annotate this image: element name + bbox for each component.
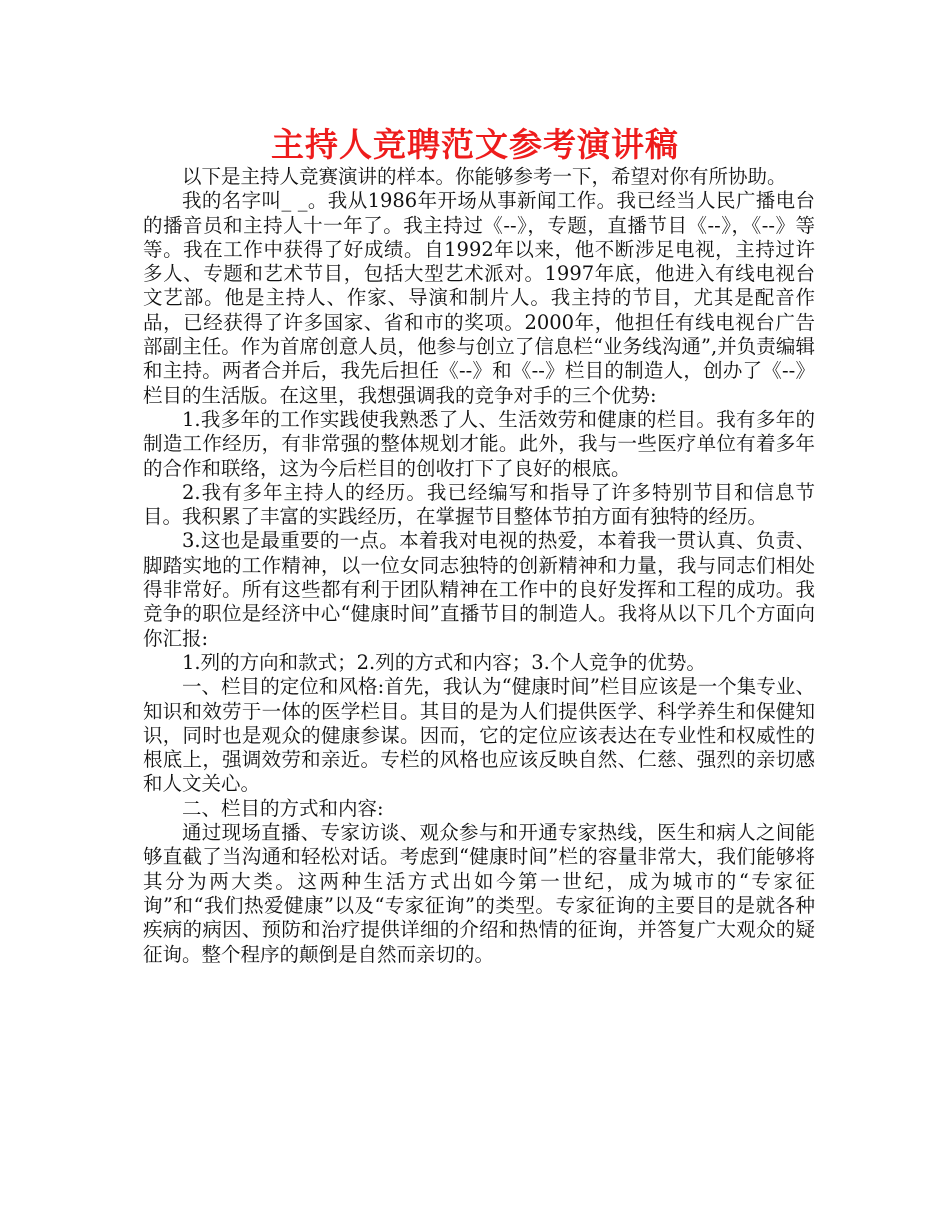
document-title: 主持人竞聘范文参考演讲稿 bbox=[271, 125, 679, 164]
paragraph-intro: 以下是主持人竞赛演讲的样本。你能够参考一下，希望对你有所协助。 bbox=[182, 165, 787, 188]
paragraph-section-2-body: 通过现场直播、专家访谈、观众参与和开通专家热线，医生和病人之间能够直截了当沟通和轻松对话。考虑到“健康时间”栏的容量非常大，我们能够将其分为两大类。这两种生活方式出如今第一世纪，成为城市的“专家征询”和“我们热爱健康”以及“专家征询”的类型。专家征询的主要目的是就各种疾病的病因、预防和治疗提供详细的介绍和热情的征询，并答复广大观众的疑征询。整个程序的颠倒是自然而亲切的。 bbox=[143, 821, 815, 966]
paragraph-outline: 1.列的方向和款式；2.列的方式和内容；3.个人竞争的优势。 bbox=[182, 650, 706, 674]
paragraph-advantage-2: 2.我有多年主持人的经历。我已经编写和指导了许多特别节目和信息节目。我积累了丰富的实践经历，在掌握节目整体节拍方面有独特的经历。 bbox=[143, 480, 815, 529]
paragraph-section-2-heading: 二、栏目的方式和内容: bbox=[182, 796, 384, 820]
paragraph-self-introduction: 我的名字叫_ _。我从1986年开场从事新闻工作。我已经当人民广播电台的播音员和主持人十一年了。我主持过《--》，专题，直播节目《--》，《--》等等。我在工作中获得了好成绩。自1992年以来，他不断涉足电视，主持过许多人、专题和艺术节目，包括大型艺术派对。1997年底，他进入有线电视台文艺部。他是主持人、作家、导演和制片人。我主持的节目，尤其是配音作品，已经获得了许多国家、省和市的奖项。2000年，他担任有线电视台广告部副主任。作为首席创意人员，他参与创立了信息栏“业务线沟通”,并负责编辑和主持。两者合并后，我先后担任《--》和《--》栏目的制造人，创办了《--》栏目的生活版。在这里，我想强调我的竞争对手的三个优势: bbox=[143, 189, 815, 407]
paragraph-advantage-1: 1.我多年的工作实践使我熟悉了人、生活效劳和健康的栏目。我有多年的制造工作经历，有非常强的整体规划才能。此外，我与一些医疗单位有着多年的合作和联络，这为今后栏目的创收打下了良好的根底。 bbox=[143, 407, 815, 480]
paragraph-section-1: 一、栏目的定位和风格:首先，我认为“健康时间”栏目应该是一个集专业、知识和效劳于一体的医学栏目。其目的是为人们提供医学、科学养生和保健知识，同时也是观众的健康参谋。因而，它的定位应该表达在专业性和权威性的根底上，强调效劳和亲近。专栏的风格也应该反映自然、仁慈、强烈的亲切感和人文关心。 bbox=[143, 675, 815, 796]
document-body bbox=[143, 165, 815, 967]
paragraph-advantage-3: 3.这也是最重要的一点。本着我对电视的热爱，本着我一贯认真、负责、脚踏实地的工作精神，以一位女同志独特的创新精神和力量，我与同志们相处得非常好。所有这些都有利于团队精神在工作中的良好发挥和工程的成功。我竞争的职位是经济中心“健康时间”直播节目的制造人。我将从以下几个方面向你汇报: bbox=[143, 529, 815, 650]
